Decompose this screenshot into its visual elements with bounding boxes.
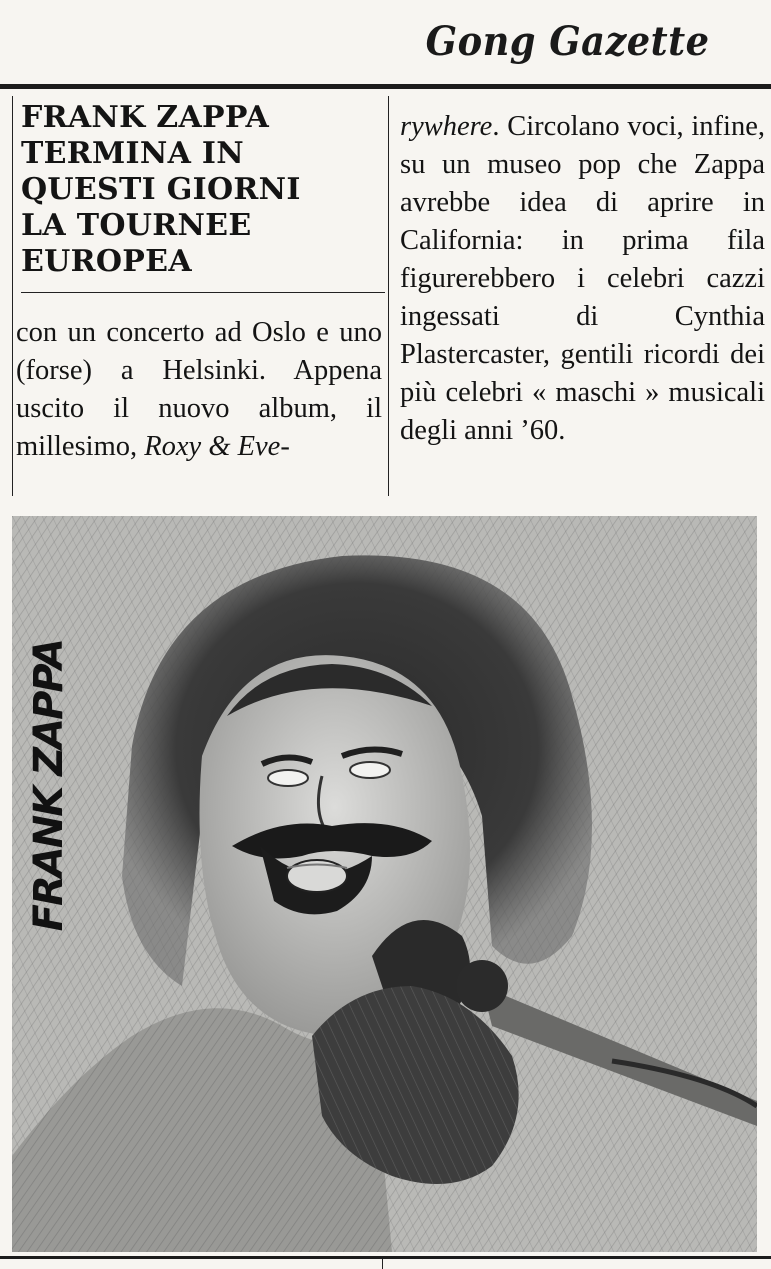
article-body-left xyxy=(16,314,382,466)
article-headline xyxy=(13,96,389,280)
album-title-italic-continued: rywhere xyxy=(400,111,493,142)
body-text: . Circolano voci, infine, su un museo pop che Zappa avrebbe idea di aprire in California: in prima fila figurerebbero i celebri cazzi ingessati di Cynthia Plastercaster, gentili ricordi dei più celebri « maschi » musicali degli anni ’60. xyxy=(400,111,765,446)
column-divider xyxy=(388,96,389,496)
bottom-column-tick xyxy=(382,1259,383,1269)
headline-line: FRANK ZAPPA xyxy=(21,100,270,135)
headline-line: EUROPEA xyxy=(21,244,192,279)
headline-line: TERMINA IN xyxy=(21,136,244,171)
artist-signature: FRANK ZAPPA xyxy=(26,640,72,932)
top-rule xyxy=(0,84,771,89)
body-text: con un concerto ad Oslo e uno (forse) a Helsinki. Appena uscito il nuovo album, il millesimo, xyxy=(16,317,382,462)
album-title-italic: Roxy & Eve- xyxy=(144,431,290,462)
headline-line: LA TOURNEE xyxy=(21,208,252,243)
article-body-right xyxy=(400,108,765,450)
article-right-column xyxy=(400,108,765,450)
headline-line: QUESTI GIORNI xyxy=(21,172,301,207)
zappa-pencil-portrait xyxy=(12,516,757,1252)
portrait-drawing xyxy=(12,516,757,1252)
bottom-rule xyxy=(0,1256,771,1259)
masthead-title: Gong Gazette xyxy=(425,18,709,65)
article-left-column xyxy=(12,96,389,496)
headline-rule xyxy=(21,292,385,293)
